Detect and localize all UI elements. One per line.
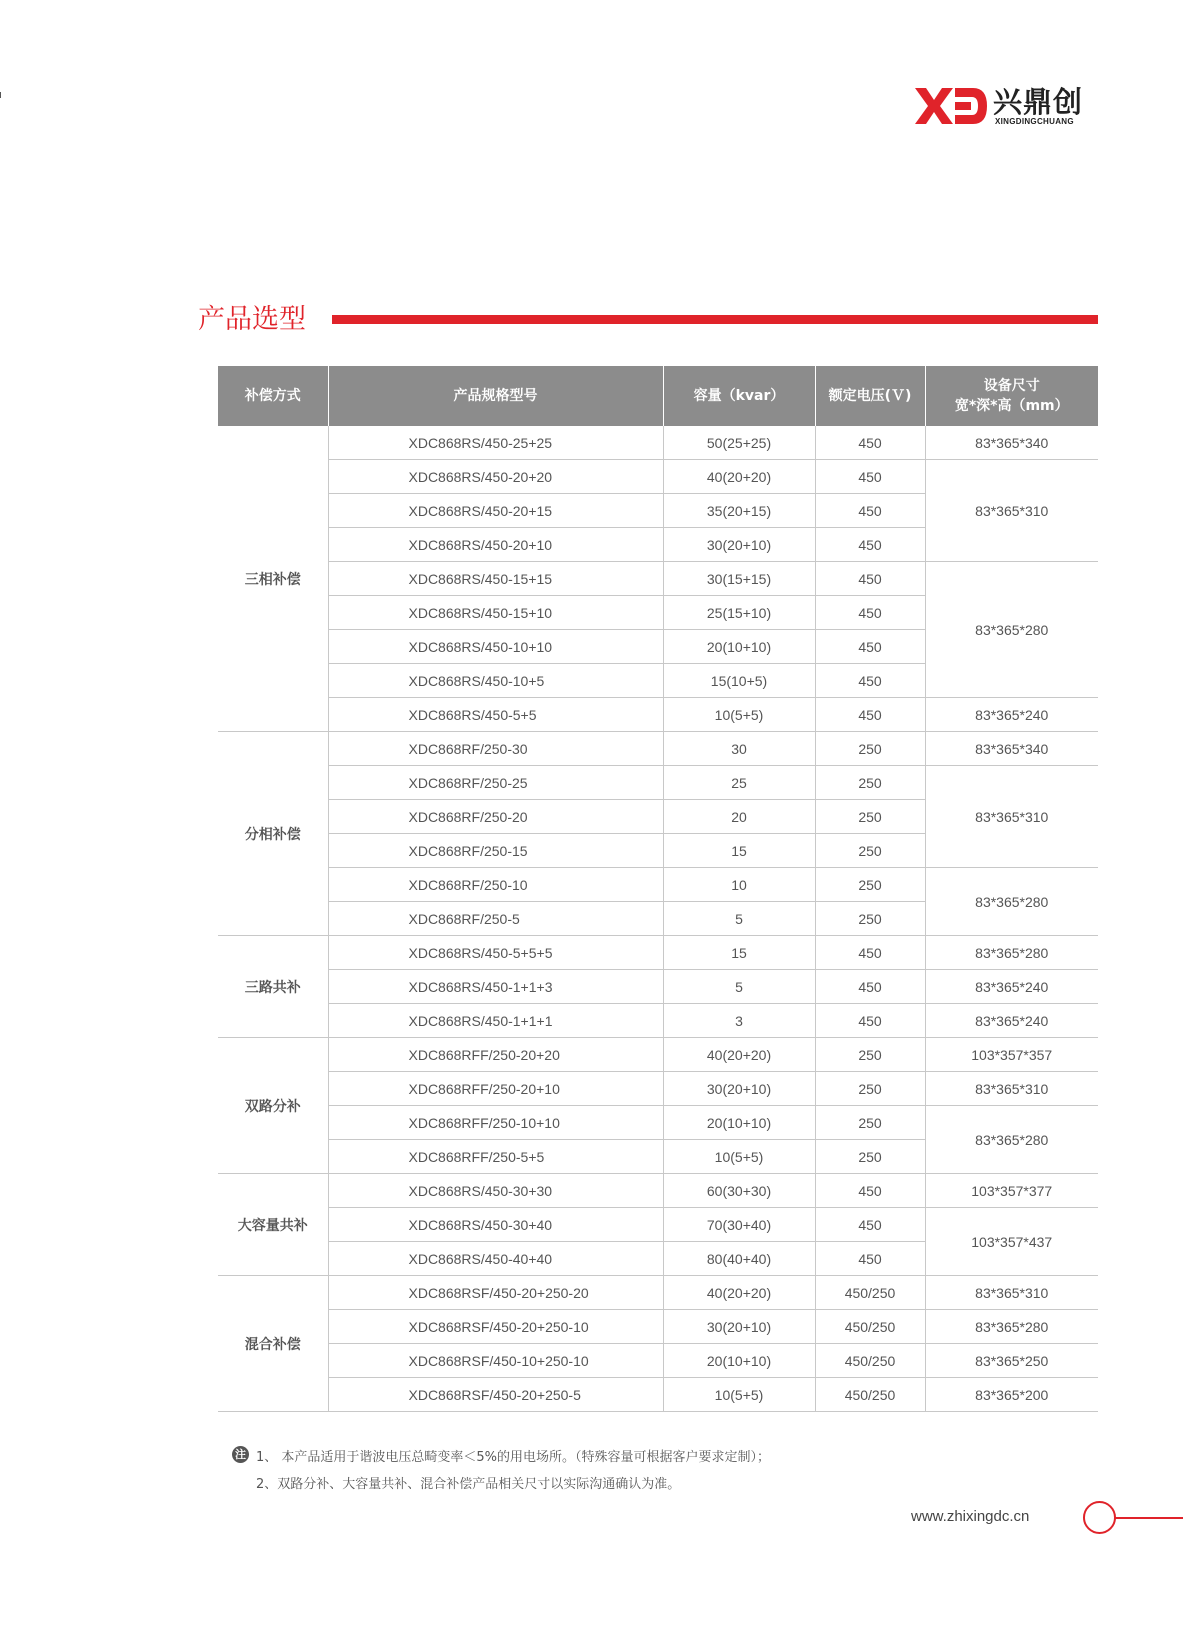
model-cell: XDC868RS/450-10+5 [328,664,663,698]
capacity-cell: 30(15+15) [663,562,815,596]
model-cell: XDC868RS/450-15+10 [328,596,663,630]
table-header-row [218,366,1098,426]
voltage-cell: 250 [815,800,925,834]
model-cell: XDC868RSF/450-20+250-5 [328,1378,663,1412]
size-cell: 103*357*377 [925,1174,1098,1208]
capacity-cell: 80(40+40) [663,1242,815,1276]
model-cell: XDC868RS/450-5+5+5 [328,936,663,970]
voltage-cell: 450 [815,528,925,562]
model-cell: XDC868RS/450-15+15 [328,562,663,596]
capacity-cell: 10(5+5) [663,1378,815,1412]
voltage-cell: 250 [815,1038,925,1072]
voltage-cell: 450 [815,1174,925,1208]
voltage-cell: 450 [815,494,925,528]
voltage-cell: 250 [815,868,925,902]
capacity-cell: 15 [663,936,815,970]
voltage-cell: 450 [815,1242,925,1276]
header-model: 产品规格型号 [328,366,663,426]
size-cell: 83*365*310 [925,460,1098,562]
voltage-cell: 450/250 [815,1310,925,1344]
capacity-cell: 10(5+5) [663,1140,815,1174]
voltage-cell: 250 [815,1140,925,1174]
model-cell: XDC868RF/250-5 [328,902,663,936]
size-cell: 83*365*280 [925,1310,1098,1344]
xd-logo-icon [913,86,989,126]
table-row [218,1072,1098,1106]
table-row [218,1208,1098,1242]
page-circle-ornament [1083,1501,1116,1534]
brand-name-en: XINGDINGCHUANG [995,117,1074,126]
model-cell: XDC868RS/450-25+25 [328,426,663,460]
section-title: 产品选型 [198,304,306,335]
table-row [218,1310,1098,1344]
model-cell: XDC868RFF/250-20+10 [328,1072,663,1106]
model-cell: XDC868RS/450-20+20 [328,460,663,494]
model-cell: XDC868RSF/450-10+250-10 [328,1344,663,1378]
size-cell: 83*365*240 [925,698,1098,732]
capacity-cell: 40(20+20) [663,460,815,494]
category-cell: 双路分补 [218,1038,328,1174]
table-row [218,766,1098,800]
size-cell: 83*365*280 [925,1106,1098,1174]
voltage-cell: 250 [815,732,925,766]
size-cell: 83*365*310 [925,766,1098,868]
capacity-cell: 10(5+5) [663,698,815,732]
header-capacity: 容量（kvar） [663,366,815,426]
size-cell: 83*365*200 [925,1378,1098,1412]
footer-rule [1115,1517,1183,1519]
header-size [925,366,1098,426]
voltage-cell: 450 [815,1208,925,1242]
voltage-cell: 450 [815,698,925,732]
table-row [218,1106,1098,1140]
voltage-cell: 450 [815,630,925,664]
size-cell: 103*357*437 [925,1208,1098,1276]
voltage-cell: 450/250 [815,1276,925,1310]
voltage-cell: 450 [815,562,925,596]
category-cell: 三相补偿 [218,426,328,732]
model-cell: XDC868RS/450-5+5 [328,698,663,732]
table-row [218,970,1098,1004]
note-line-2: 2、双路分补、大容量共补、混合补偿产品相关尺寸以实际沟通确认为准。 [256,1477,681,1492]
brand-logo [913,86,1103,130]
table-row [218,426,1098,460]
capacity-cell: 60(30+30) [663,1174,815,1208]
category-cell: 分相补偿 [218,732,328,936]
table-row [218,1004,1098,1038]
capacity-cell: 5 [663,970,815,1004]
voltage-cell: 450/250 [815,1378,925,1412]
model-cell: XDC868RF/250-30 [328,732,663,766]
model-cell: XDC868RS/450-20+10 [328,528,663,562]
table-row [218,1378,1098,1412]
capacity-cell: 20(10+10) [663,1106,815,1140]
model-cell: XDC868RSF/450-20+250-20 [328,1276,663,1310]
model-cell: XDC868RS/450-20+15 [328,494,663,528]
category-cell: 三路共补 [218,936,328,1038]
capacity-cell: 10 [663,868,815,902]
category-cell: 大容量共补 [218,1174,328,1276]
size-cell: 83*365*340 [925,732,1098,766]
capacity-cell: 25 [663,766,815,800]
voltage-cell: 450 [815,970,925,1004]
size-cell: 83*365*280 [925,936,1098,970]
voltage-cell: 250 [815,834,925,868]
table-row [218,698,1098,732]
model-cell: XDC868RF/250-15 [328,834,663,868]
voltage-cell: 250 [815,1106,925,1140]
model-cell: XDC868RFF/250-5+5 [328,1140,663,1174]
capacity-cell: 30(20+10) [663,1310,815,1344]
website-url[interactable]: www.zhixingdc.cn [911,1508,1030,1525]
model-cell: XDC868RSF/450-20+250-10 [328,1310,663,1344]
capacity-cell: 20 [663,800,815,834]
voltage-cell: 450 [815,1004,925,1038]
model-cell: XDC868RS/450-40+40 [328,1242,663,1276]
note-icon: 注 [232,1446,249,1463]
size-cell: 83*365*240 [925,1004,1098,1038]
header-size-line2: 宽*深*高（mm） [954,398,1069,414]
brand-name-cn: 兴鼎创 [993,85,1084,119]
voltage-cell: 450 [815,664,925,698]
voltage-cell: 250 [815,902,925,936]
voltage-cell: 450 [815,460,925,494]
header-voltage: 额定电压(Ｖ) [815,366,925,426]
capacity-cell: 25(15+10) [663,596,815,630]
header-category: 补偿方式 [218,366,328,426]
table-row [218,1174,1098,1208]
model-cell: XDC868RS/450-1+1+3 [328,970,663,1004]
model-cell: XDC868RF/250-25 [328,766,663,800]
table-row [218,562,1098,596]
capacity-cell: 15 [663,834,815,868]
capacity-cell: 30 [663,732,815,766]
voltage-cell: 450 [815,936,925,970]
capacity-cell: 50(25+25) [663,426,815,460]
size-cell: 83*365*280 [925,562,1098,698]
size-cell: 83*365*310 [925,1276,1098,1310]
capacity-cell: 35(20+15) [663,494,815,528]
section-title-rule [332,315,1098,324]
capacity-cell: 20(10+10) [663,1344,815,1378]
capacity-cell: 5 [663,902,815,936]
voltage-cell: 250 [815,766,925,800]
size-cell: 83*365*250 [925,1344,1098,1378]
table-row [218,868,1098,902]
size-cell: 83*365*310 [925,1072,1098,1106]
size-cell: 83*365*240 [925,970,1098,1004]
capacity-cell: 3 [663,1004,815,1038]
capacity-cell: 30(20+10) [663,528,815,562]
capacity-cell: 20(10+10) [663,630,815,664]
table-row [218,1276,1098,1310]
size-cell: 83*365*340 [925,426,1098,460]
table-row [218,936,1098,970]
size-cell: 103*357*357 [925,1038,1098,1072]
capacity-cell: 40(20+20) [663,1038,815,1072]
model-cell: XDC868RS/450-30+30 [328,1174,663,1208]
voltage-cell: 450/250 [815,1344,925,1378]
size-cell: 83*365*280 [925,868,1098,936]
note-line-1: 1、 本产品适用于谐波电压总畸变率＜5%的用电场所。（特殊容量可根据客户要求定制）； [256,1450,771,1465]
model-cell: XDC868RS/450-30+40 [328,1208,663,1242]
table-row [218,1344,1098,1378]
model-cell: XDC868RS/450-1+1+1 [328,1004,663,1038]
crop-mark [0,92,1,98]
capacity-cell: 70(30+40) [663,1208,815,1242]
model-cell: XDC868RFF/250-10+10 [328,1106,663,1140]
table-row [218,732,1098,766]
voltage-cell: 450 [815,426,925,460]
voltage-cell: 250 [815,1072,925,1106]
capacity-cell: 30(20+10) [663,1072,815,1106]
table-row [218,460,1098,494]
product-selection-table [218,366,1098,1412]
model-cell: XDC868RS/450-10+10 [328,630,663,664]
model-cell: XDC868RF/250-10 [328,868,663,902]
header-size-line1: 设备尺寸 [983,378,1040,394]
table-row [218,1038,1098,1072]
capacity-cell: 40(20+20) [663,1276,815,1310]
voltage-cell: 450 [815,596,925,630]
model-cell: XDC868RF/250-20 [328,800,663,834]
capacity-cell: 15(10+5) [663,664,815,698]
category-cell: 混合补偿 [218,1276,328,1412]
model-cell: XDC868RFF/250-20+20 [328,1038,663,1072]
